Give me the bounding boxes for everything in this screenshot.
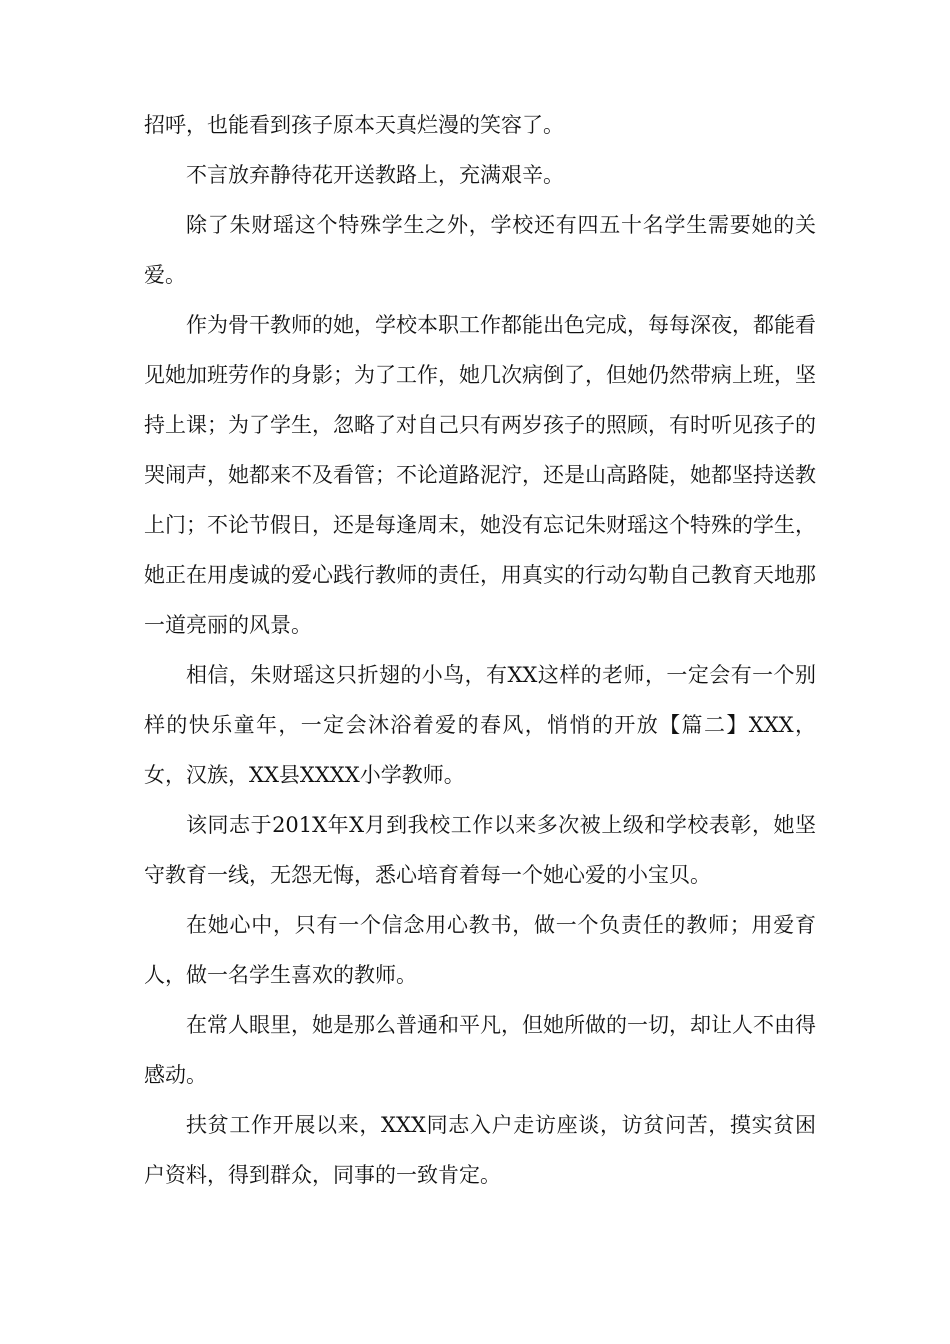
paragraph: 该同志于201X年X月到我校工作以来多次被上级和学校表彰，她坚守教育一线，无怨无悔，悉心培育着每一个她心爱的小宝贝。 — [144, 813, 816, 887]
paragraph: 在她心中，只有一个信念用心教书，做一个负责任的教师；用爱育人，做一名学生喜欢的教师。 — [144, 913, 816, 987]
paragraph: 作为骨干教师的她，学校本职工作都能出色完成，每每深夜，都能看见她加班劳作的身影；为了工作，她几次病倒了，但她仍然带病上班，坚持上课；为了学生，忽略了对自己只有两岁孩子的照顾，有时听见孩子的哭闹声，她都来不及看管；不论道路泥泞，还是山高路陡，她都坚持送教上门；不论节假日，还是每逢周末，她没有忘记朱财瑶这个特殊的学生，她正在用虔诚的爱心践行教师的责任，用真实的行动勾勒自己教育天地那一道亮丽的风景。 — [144, 313, 816, 637]
paragraph: 不言放弃静待花开送教路上，充满艰辛。 — [186, 163, 564, 187]
paragraph: 相信，朱财瑶这只折翅的小鸟，有XX这样的老师，一定会有一个别样的快乐童年，一定会沐浴着爱的春风，悄悄的开放【篇二】XXX，女，汉族，XX县XXXX小学教师。 — [144, 663, 816, 787]
paragraph: 扶贫工作开展以来，XXX同志入户走访座谈，访贫问苦，摸实贫困户资料，得到群众，同事的一致肯定。 — [144, 1113, 816, 1187]
paragraph: 除了朱财瑶这个特殊学生之外，学校还有四五十名学生需要她的关爱。 — [144, 213, 816, 287]
paragraph: 招呼，也能看到孩子原本天真烂漫的笑容了。 — [144, 113, 564, 137]
document-body — [144, 100, 816, 1200]
paragraph: 在常人眼里，她是那么普通和平凡，但她所做的一切，却让人不由得感动。 — [144, 1013, 816, 1087]
